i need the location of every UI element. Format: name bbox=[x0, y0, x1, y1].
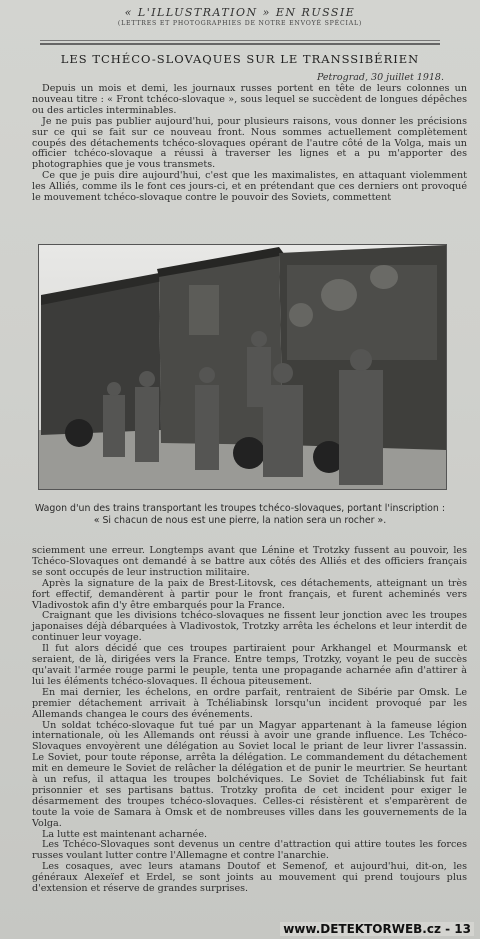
photo-caption bbox=[0, 503, 480, 527]
caption-line-1: Wagon d'un des trains transportant les troupes tchéco-slovaques, portant l'inscription : bbox=[34, 503, 445, 514]
header-rule bbox=[40, 40, 440, 41]
paragraph: Ce que je puis dire aujourd'hui, c'est que les maximalistes, en attaquant violemment les Alliés, comme ils le font ces jours-ci, et en prétendant que ces derniers ont provoqué le mouvement tchéco-slovaque contre le pouvoir des Soviets, commettent bbox=[32, 170, 467, 204]
article-dateline: Petrograd, 30 juillet 1918. bbox=[316, 72, 444, 83]
train-wagon-photograph bbox=[38, 244, 447, 490]
paragraph: sciemment une erreur. Longtemps avant que Lénine et Trotzky fussent au pouvoir, les Tchéco-Slovaques ont demandé à se battre aux côtés des Alliés et des officiers français se sont occupés de leur instruction militaire. bbox=[32, 545, 467, 578]
article-title: LES TCHÉCO-SLOVAQUES SUR LE TRANSSIBÉRIEN bbox=[60, 52, 420, 66]
header-rule-double bbox=[40, 43, 440, 45]
paragraph: Il fut alors décidé que ces troupes partiraient pour Arkhangel et Mourmansk et seraient, de là, dirigées vers la France. Entre temps, Trotzky, voyant le peu de succès qu'avait l'armée rouge parmi le peuple, tenta une propagande acharnée afin d'attirer à lui les éléments tchéco-slovaques. Il échoua piteusement. bbox=[32, 643, 467, 687]
paragraph: Depuis un mois et demi, les journaux russes portent en tête de leurs colonnes un nouveau titre : « Front tchéco-slovaque », sous lequel se succèdent de longues dépêches ou des articles interminables. bbox=[32, 83, 467, 116]
paragraph: Après la signature de la paix de Brest-Litovsk, ces détachements, atteignant un très fort effectif, demandèrent à partir pour le front français, et furent acheminés vers Vladivostok afin d'y être embarqués pour la France. bbox=[32, 577, 467, 611]
paragraph: Les cosaques, avec leurs atamans Doutof et Semenof, et aujourd'hui, dit-on, les généraux Alexeïef et Erdel, se sont joints au mouvement qui prend toujours plus d'extension et réserve de grandes surprises. bbox=[32, 861, 467, 895]
paragraph: Un soldat tchéco-slovaque fut tué par un Magyar appartenant à la fameuse légion internationale, où les Allemands ont réussi à avoir une grande influence. Les Tchéco-Slovaques envoyèrent une délégation au Soviet local le priant de leur livrer l'assassin. Le Soviet, pour toute réponse, arrêta la délégation. Le commandement du détachement mit en demeure le Soviet de relâcher la délégation et de punir le meurtrier. Se heurtant à un refus, il attaqua les troupes bolchéviques. Le Soviet de Tchéliabinsk fut fait prisonnier et ses partisans battus. Trotzky profita de cet incident pour exiger le désarmement des troupes tchéco-slovaques. Celles-ci résistèrent et s'emparèrent de toute la voie de Samara à Omsk et de nombreuses villes dans les gouvernements de la Volga. bbox=[32, 719, 467, 829]
paragraph: La lutte est maintenant acharnée. bbox=[42, 828, 208, 840]
paragraph: En mai dernier, les échelons, en ordre parfait, rentraient de Sibérie par Omsk. Le premier détachement arrivait à Tchéliabinsk lorsqu'un incident provoqué par les Allemands changea le cours des événements. bbox=[32, 686, 467, 720]
header-subtitle: (LETTRES ET PHOTOGRAPHIES DE NOTRE ENVOYÉ SPÉCIAL) bbox=[117, 20, 363, 27]
paragraph: Craignant que les divisions tchéco-slovaques ne fissent leur jonction avec les troupes japonaises déjà débarquées à Vladivostok, Trotzky arrêta les échelons et leur interdit de continuer leur voyage. bbox=[32, 610, 467, 644]
caption-line-2: « Si chacun de nous est une pierre, la nation sera un rocher ». bbox=[93, 515, 387, 526]
magazine-heading: « L'ILLUSTRATION » EN RUSSIE bbox=[124, 6, 356, 19]
article-text-bottom bbox=[32, 546, 467, 895]
page-header bbox=[0, 6, 480, 27]
paragraph: Les Tchéco-Slovaques sont devenus un centre d'attraction qui attire toutes les forces russes voulant lutter contre l'Allemagne et contre l'anarchie. bbox=[32, 839, 467, 862]
train-photo-illustration bbox=[39, 245, 446, 489]
watermark-footer: www.DETEKTORWEB.cz - 13 bbox=[280, 922, 474, 936]
paragraph: Je ne puis pas publier aujourd'hui, pour plusieurs raisons, vous donner les précisions sur ce qui se fait sur ce nouveau front. Nous sommes actuellement complètement coupés des détachements tchéco-slovaques opérant de l'autre côté de la Volga, mais un officier tchéco-slovaque a réussi à traverser les lignes et a pu m'apporter des photographies que je vous transmets. bbox=[32, 115, 467, 171]
article-text-top bbox=[32, 84, 467, 204]
